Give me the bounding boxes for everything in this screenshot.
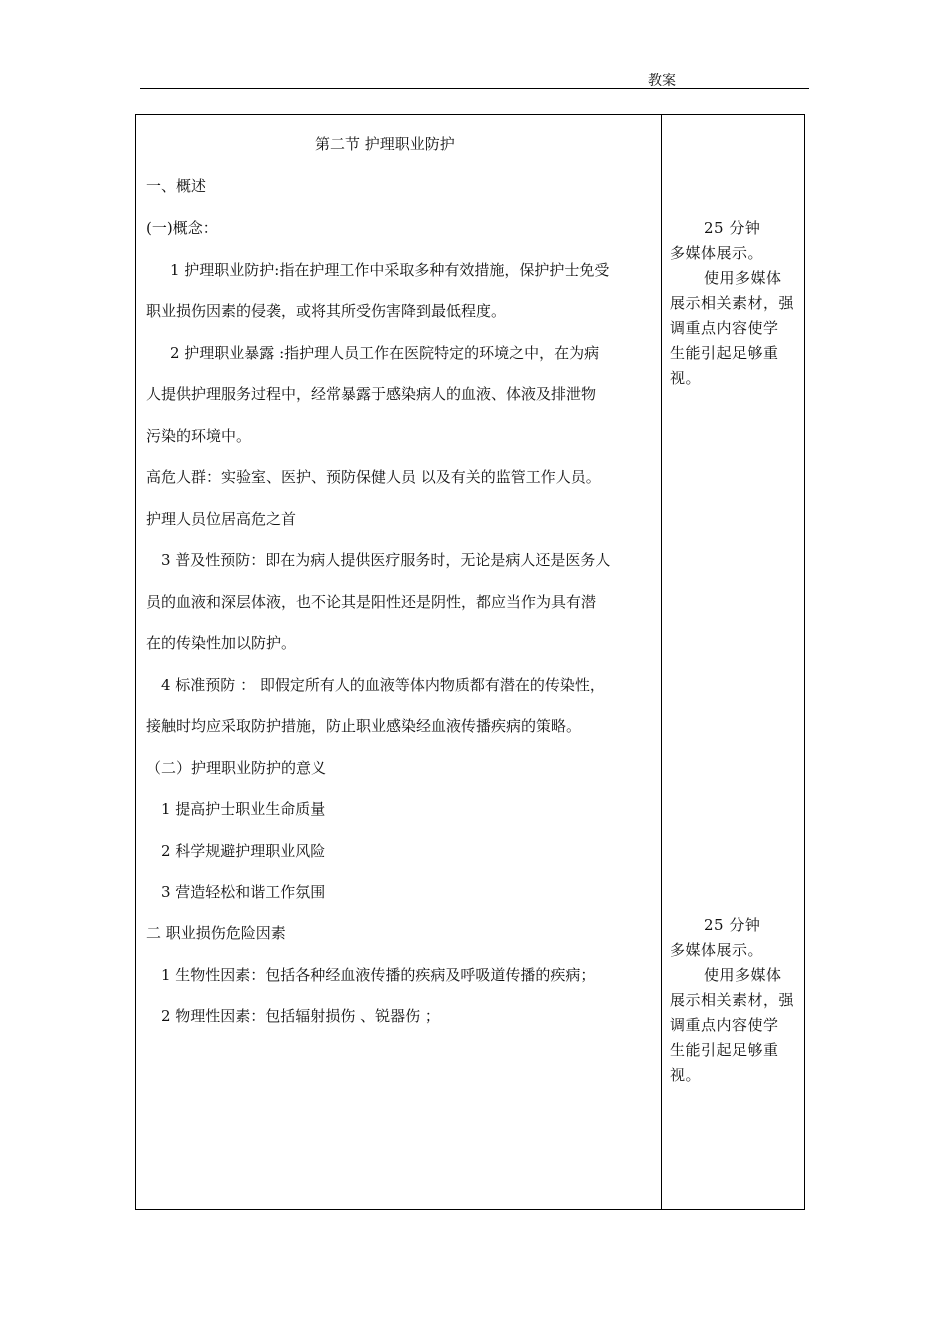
concept-1-line-1: 1 护理职业防护:指在护理工作中采取多种有效措施，保护护士免受	[170, 261, 610, 279]
significance-item-1: 1 提高护士职业生命质量	[161, 800, 326, 818]
heading-overview: 一、概述	[146, 177, 207, 195]
note-line: 多媒体展示。	[670, 244, 764, 262]
risk-factor-2: 2 物理性因素：包括辐射损伤 、锐器伤 ；	[161, 1007, 440, 1025]
note-line: 展示相关素材，强	[670, 294, 795, 312]
note-time: 25 分钟	[704, 916, 761, 934]
note-line: 多媒体展示。	[670, 941, 764, 959]
note-line: 展示相关素材，强	[670, 991, 795, 1009]
concept-2-line-3: 污染的环境中。	[146, 427, 252, 445]
risk-group-line-1: 高危人群：实验室、医护、预防保健人员 以及有关的监管工作人员。	[146, 468, 601, 486]
note-line: 使用多媒体	[704, 269, 782, 287]
heading-concepts: (一)概念：	[146, 219, 218, 237]
note-line: 调重点内容使学	[670, 319, 779, 337]
note-line: 视。	[670, 369, 702, 387]
note-line: 生能引起足够重	[670, 344, 779, 362]
concept-3-line-2: 员的血液和深层体液，也不论其是阳性还是阴性，都应当作为具有潜	[146, 593, 597, 611]
concept-2-line-2: 人提供护理服务过程中，经常暴露于感染病人的血液、体液及排泄物	[146, 385, 597, 403]
concept-3-line-3: 在的传染性加以防护。	[146, 634, 297, 652]
teaching-note-2	[670, 913, 798, 1088]
risk-factor-1: 1 生物性因素：包括各种经血液传播的疾病及呼吸道传播的疾病；	[161, 966, 596, 984]
note-line: 生能引起足够重	[670, 1041, 779, 1059]
concept-4-line-2: 接触时均应采取防护措施，防止职业感染经血液传播疾病的策略。	[146, 717, 582, 735]
column-divider	[661, 114, 662, 1210]
note-line: 使用多媒体	[704, 966, 782, 984]
concept-3-line-1: 3 普及性预防：即在为病人提供医疗服务时，无论是病人还是医务人	[161, 551, 611, 569]
concept-4-line-1: 4 标准预防 ： 即假定所有人的血液等体内物质都有潜在的传染性，	[161, 676, 605, 694]
teaching-note-1	[670, 216, 798, 391]
significance-item-3: 3 营造轻松和谐工作氛围	[161, 883, 326, 901]
note-time: 25 分钟	[704, 219, 761, 237]
header-label: 教案	[648, 73, 676, 89]
heading-significance: （二）护理职业防护的意义	[146, 759, 327, 777]
significance-item-2: 2 科学规避护理职业风险	[161, 842, 326, 860]
concept-1-line-2: 职业损伤因素的侵袭，或将其所受伤害降到最低程度。	[146, 302, 507, 320]
section-title: 第二节 护理职业防护	[315, 135, 455, 153]
heading-risk-factors: 二 职业损伤危险因素	[146, 924, 286, 942]
note-line: 调重点内容使学	[670, 1016, 779, 1034]
concept-2-line-1: 2 护理职业暴露 :指护理人员工作在医院特定的环境之中，在为病	[170, 344, 600, 362]
header-rule	[140, 88, 809, 89]
note-line: 视。	[670, 1066, 702, 1084]
risk-group-line-2: 护理人员位居高危之首	[146, 510, 297, 528]
